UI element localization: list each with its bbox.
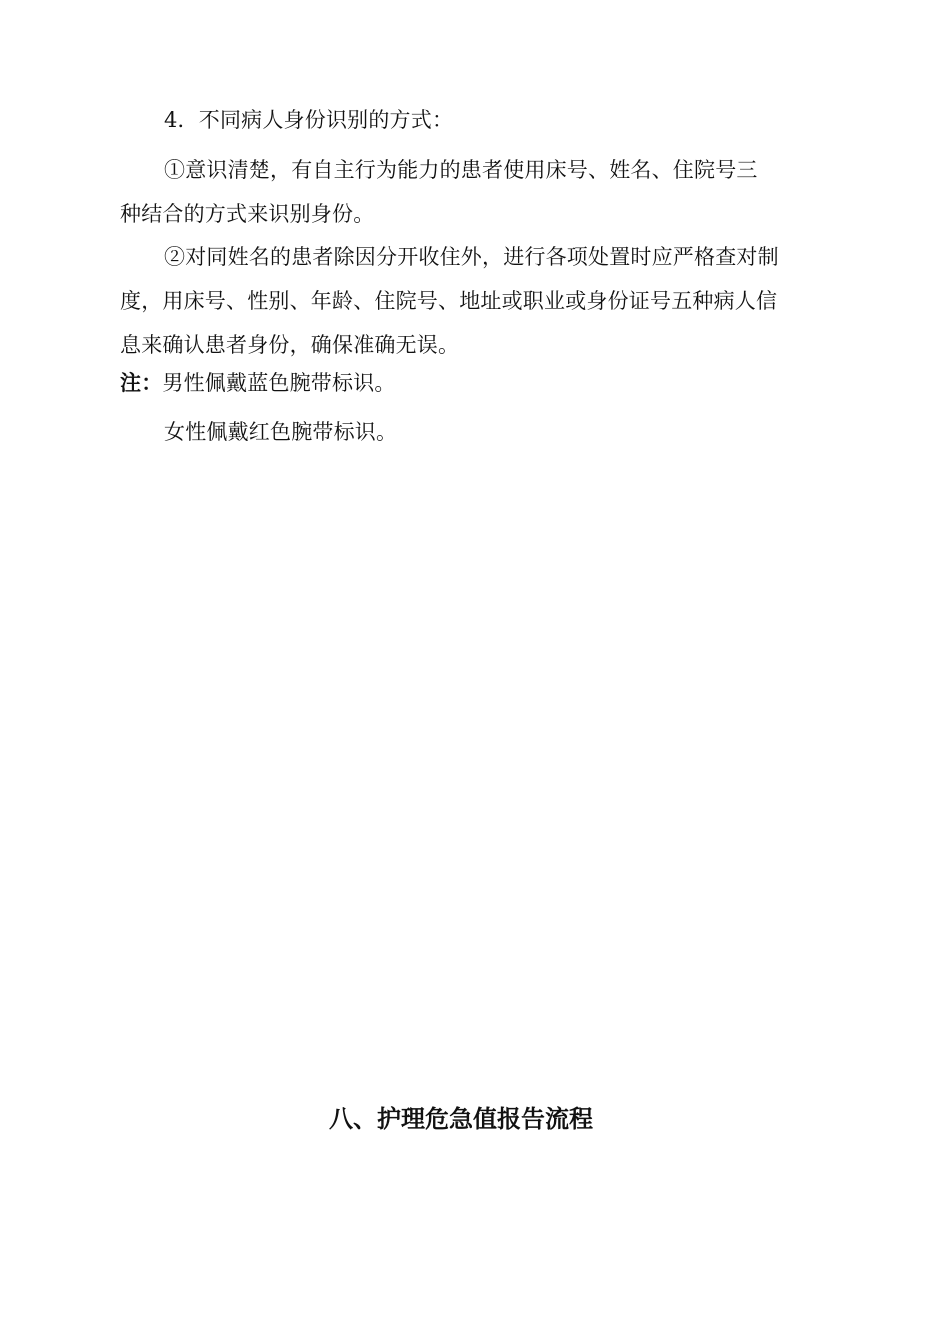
- section-title: 八、护理危急值报告流程: [329, 1104, 593, 1133]
- point-2-line-2: 度，用床号、性别、年龄、住院号、地址或职业或身份证号五种病人信: [120, 289, 778, 313]
- point-1-line-1: ①意识清楚，有自主行为能力的患者使用床号、姓名、住院号三: [164, 158, 758, 182]
- point-1-line-2: 种结合的方式来识别身份。: [120, 202, 375, 226]
- note-line-1: [120, 369, 396, 397]
- point-2-line-1: ②对同姓名的患者除因分开收住外，进行各项处置时应严格查对制: [164, 245, 779, 269]
- point-2-line-3: 息来确认患者身份，确保准确无误。: [120, 333, 460, 357]
- item-4-heading: 4．不同病人身份识别的方式：: [164, 108, 454, 132]
- note-line-2: 女性佩戴红色腕带标识。: [164, 420, 398, 444]
- note-text-male: 男性佩戴蓝色腕带标识。: [162, 371, 396, 395]
- note-label: 注：: [120, 370, 163, 395]
